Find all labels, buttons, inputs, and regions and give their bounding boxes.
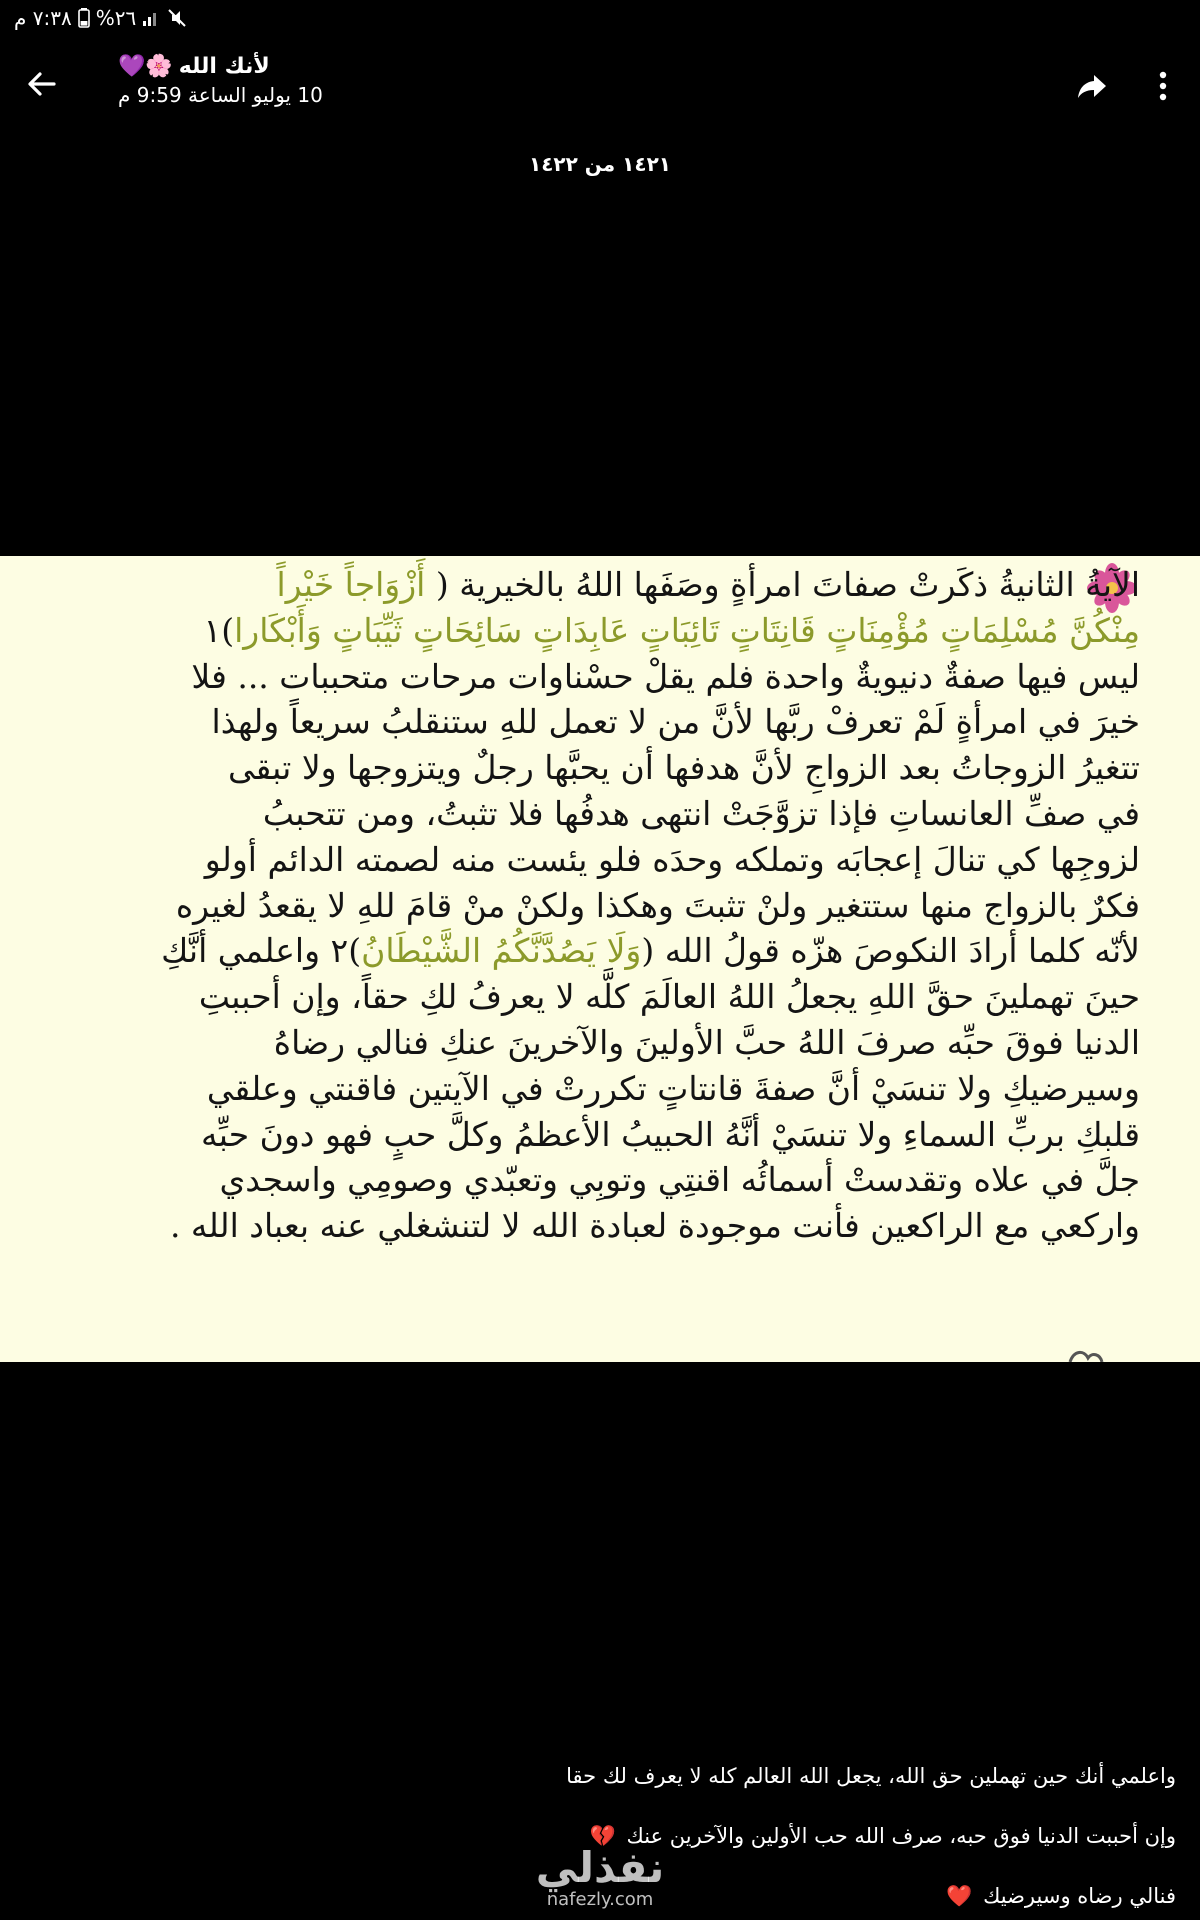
photo-text-segment: الدنيا فوقَ حبِّه صرفَ اللهُ حبَّ الأولينَ والآخرينَ عنكِ فنالي رضاهُ <box>273 1022 1140 1062</box>
photo-text-segment: قلبكِ بربِّ السماءِ ولا تنسَيْ أنَّهُ الحبيبُ الأعظمُ وكلَّ حبٍ فهو دونَ حبِّه <box>201 1114 1140 1154</box>
battery-icon <box>78 8 90 28</box>
status-bar <box>0 0 1200 40</box>
watermark <box>520 1843 680 1910</box>
caption-line-3-text: فنالي رضاه وسيرضيك <box>983 1884 1176 1908</box>
caption-line-2-text: وإن أحببت الدنيا فوق حبه، صرف الله حب الأولين والآخرين عنك <box>626 1824 1176 1848</box>
photo-text-segment: واركعي مع الراكعين فأنت موجودة لعبادة الله لا لتنشغلي عنه بعباد الله . <box>169 1206 1140 1246</box>
author-name[interactable]: لأنك الله <box>178 54 270 79</box>
photo-text-block <box>80 556 1140 1249</box>
photo-text-segment: لزوجِها كي تنالَ إعجابَه وتملكه وحدَه فلو يئست منه لصمته الدائم أولو <box>204 839 1140 879</box>
photo-text-line <box>80 654 1140 700</box>
more-vertical-icon <box>1148 66 1178 106</box>
author-emojis: 🌸💜 <box>118 53 173 79</box>
quran-verse-segment: مِنْكُنَّ مُسْلِمَاتٍ مُؤْمِنَاتٍ قَانِتَاتٍ تَائِبَاتٍ عَابِدَاتٍ سَائِحَاتٍ ثَيِّبَاتٍ وَأَبْكَارا <box>234 610 1140 650</box>
author-name-row[interactable] <box>118 54 323 79</box>
photo-text-line <box>80 883 1140 929</box>
photo-text-line <box>80 1112 1140 1158</box>
post-date: 10 يوليو الساعة 9:59 م <box>118 83 323 107</box>
photo-text-line <box>80 608 1140 654</box>
caption-line-3 <box>942 1884 1176 1909</box>
photo-text-segment: تتغيرُ الزوجاتُ بعد الزواجِ لأنَّ هدفها أن يحبَّها رجلٌ ويتزوجها ولا تبقى <box>227 748 1140 788</box>
battery-percent: %٢٦ <box>95 6 137 30</box>
photo-text-segment: لأنّه كلما أرادَ النكوصَ هزّه قولُ الله ( <box>641 931 1140 971</box>
photo-text-segment: فكرٌ بالزواج منها ستتغير ولنْ تثبتَ وهكذا ولكنْ منْ قامَ للهِ لا يقعدُ لغيره <box>175 885 1140 925</box>
photo-text-line <box>80 1203 1140 1249</box>
post-photo[interactable] <box>0 556 1200 1362</box>
signal-icon <box>142 10 160 26</box>
photo-text-line <box>80 791 1140 837</box>
photo-text-line <box>80 562 1140 608</box>
quran-verse-segment: وَلَا يَصُدَّنَّكُمُ الشَّيْطَانُ <box>361 931 642 971</box>
photo-text-line <box>80 837 1140 883</box>
caption-line-1-text: واعلمي أنك حين تهملين حق الله، يجعل الله العالم كله لا يعرف لك حقا <box>566 1764 1176 1788</box>
photo-text-line <box>80 1157 1140 1203</box>
photo-text-segment: خيرَ في امرأةٍ لَمْ تعرفْ ربَّها لأنَّ من لا تعمل للهِ ستنقلبُ سريعاً ولهذا <box>211 702 1140 742</box>
status-indicators <box>14 6 188 30</box>
photo-text-segment: الآيةُ الثانيةُ ذكَرتْ صفاتَ امرأةٍ وصَفَها اللهُ بالخيرية ( <box>435 565 1140 604</box>
photo-text-segment: وسيرضيكِ ولا تنسَيْ أنَّ صفةَ قانتاتٍ تكررتْ في الآيتين فاقنتي وعلقي <box>206 1068 1140 1108</box>
broken-heart-icon: 💔 <box>589 1824 616 1848</box>
photo-text-line <box>80 699 1140 745</box>
photo-text-segment: جلَّ في علاه وتقدستْ أسمائُه اقنتِي وتوبِي وتعبّدي وصومِي واسجدي <box>219 1160 1140 1200</box>
share-icon <box>1072 66 1112 106</box>
quran-verse-segment: أَزْوَاجاً خَيْراً <box>276 565 436 604</box>
back-arrow-icon <box>22 64 62 104</box>
photo-text-line <box>80 1066 1140 1112</box>
photo-text-segment: في صفِّ العانساتِ فإذا تزوَّجَتْ انتهى هدفُها فلا تثبتُ، ومن تتحببُ <box>262 793 1140 833</box>
photo-text-segment: )٢ واعلمي أنَّكِ <box>161 931 362 971</box>
photo-text-segment: )١ <box>203 610 235 650</box>
photo-text-segment: حينَ تهملينَ حقَّ اللهِ يجعلُ اللهُ العالَمَ كلَّه لا يعرفُ لكِ حقاً، وإن أحببتِ <box>198 977 1140 1017</box>
photo-text-line <box>80 1020 1140 1066</box>
more-options-button[interactable] <box>1148 66 1178 106</box>
post-info <box>118 54 323 107</box>
mute-icon <box>166 7 188 29</box>
photo-text-line <box>80 928 1140 974</box>
watermark-logo: نفذلي <box>535 1843 665 1892</box>
caption-line-1 <box>566 1764 1176 1788</box>
corner-ornament-icon <box>1066 1348 1106 1362</box>
post-header <box>0 40 1200 130</box>
status-time: ٧:٣٨ م <box>14 6 72 30</box>
photo-page-counter: ١٤٢١ من ١٤٢٢ <box>529 152 671 176</box>
red-heart-icon: ❤️ <box>946 1884 973 1908</box>
photo-text-line <box>80 745 1140 791</box>
watermark-url: nafezly.com <box>546 1889 654 1910</box>
photo-text-segment: ليس فيها صفةٌ دنيويةٌ واحدة فلم يقلْ حسْناوات مرحات متحببات ... فلا <box>191 656 1140 696</box>
back-button[interactable] <box>22 64 62 104</box>
share-button[interactable] <box>1072 66 1112 106</box>
photo-text-line <box>80 974 1140 1020</box>
